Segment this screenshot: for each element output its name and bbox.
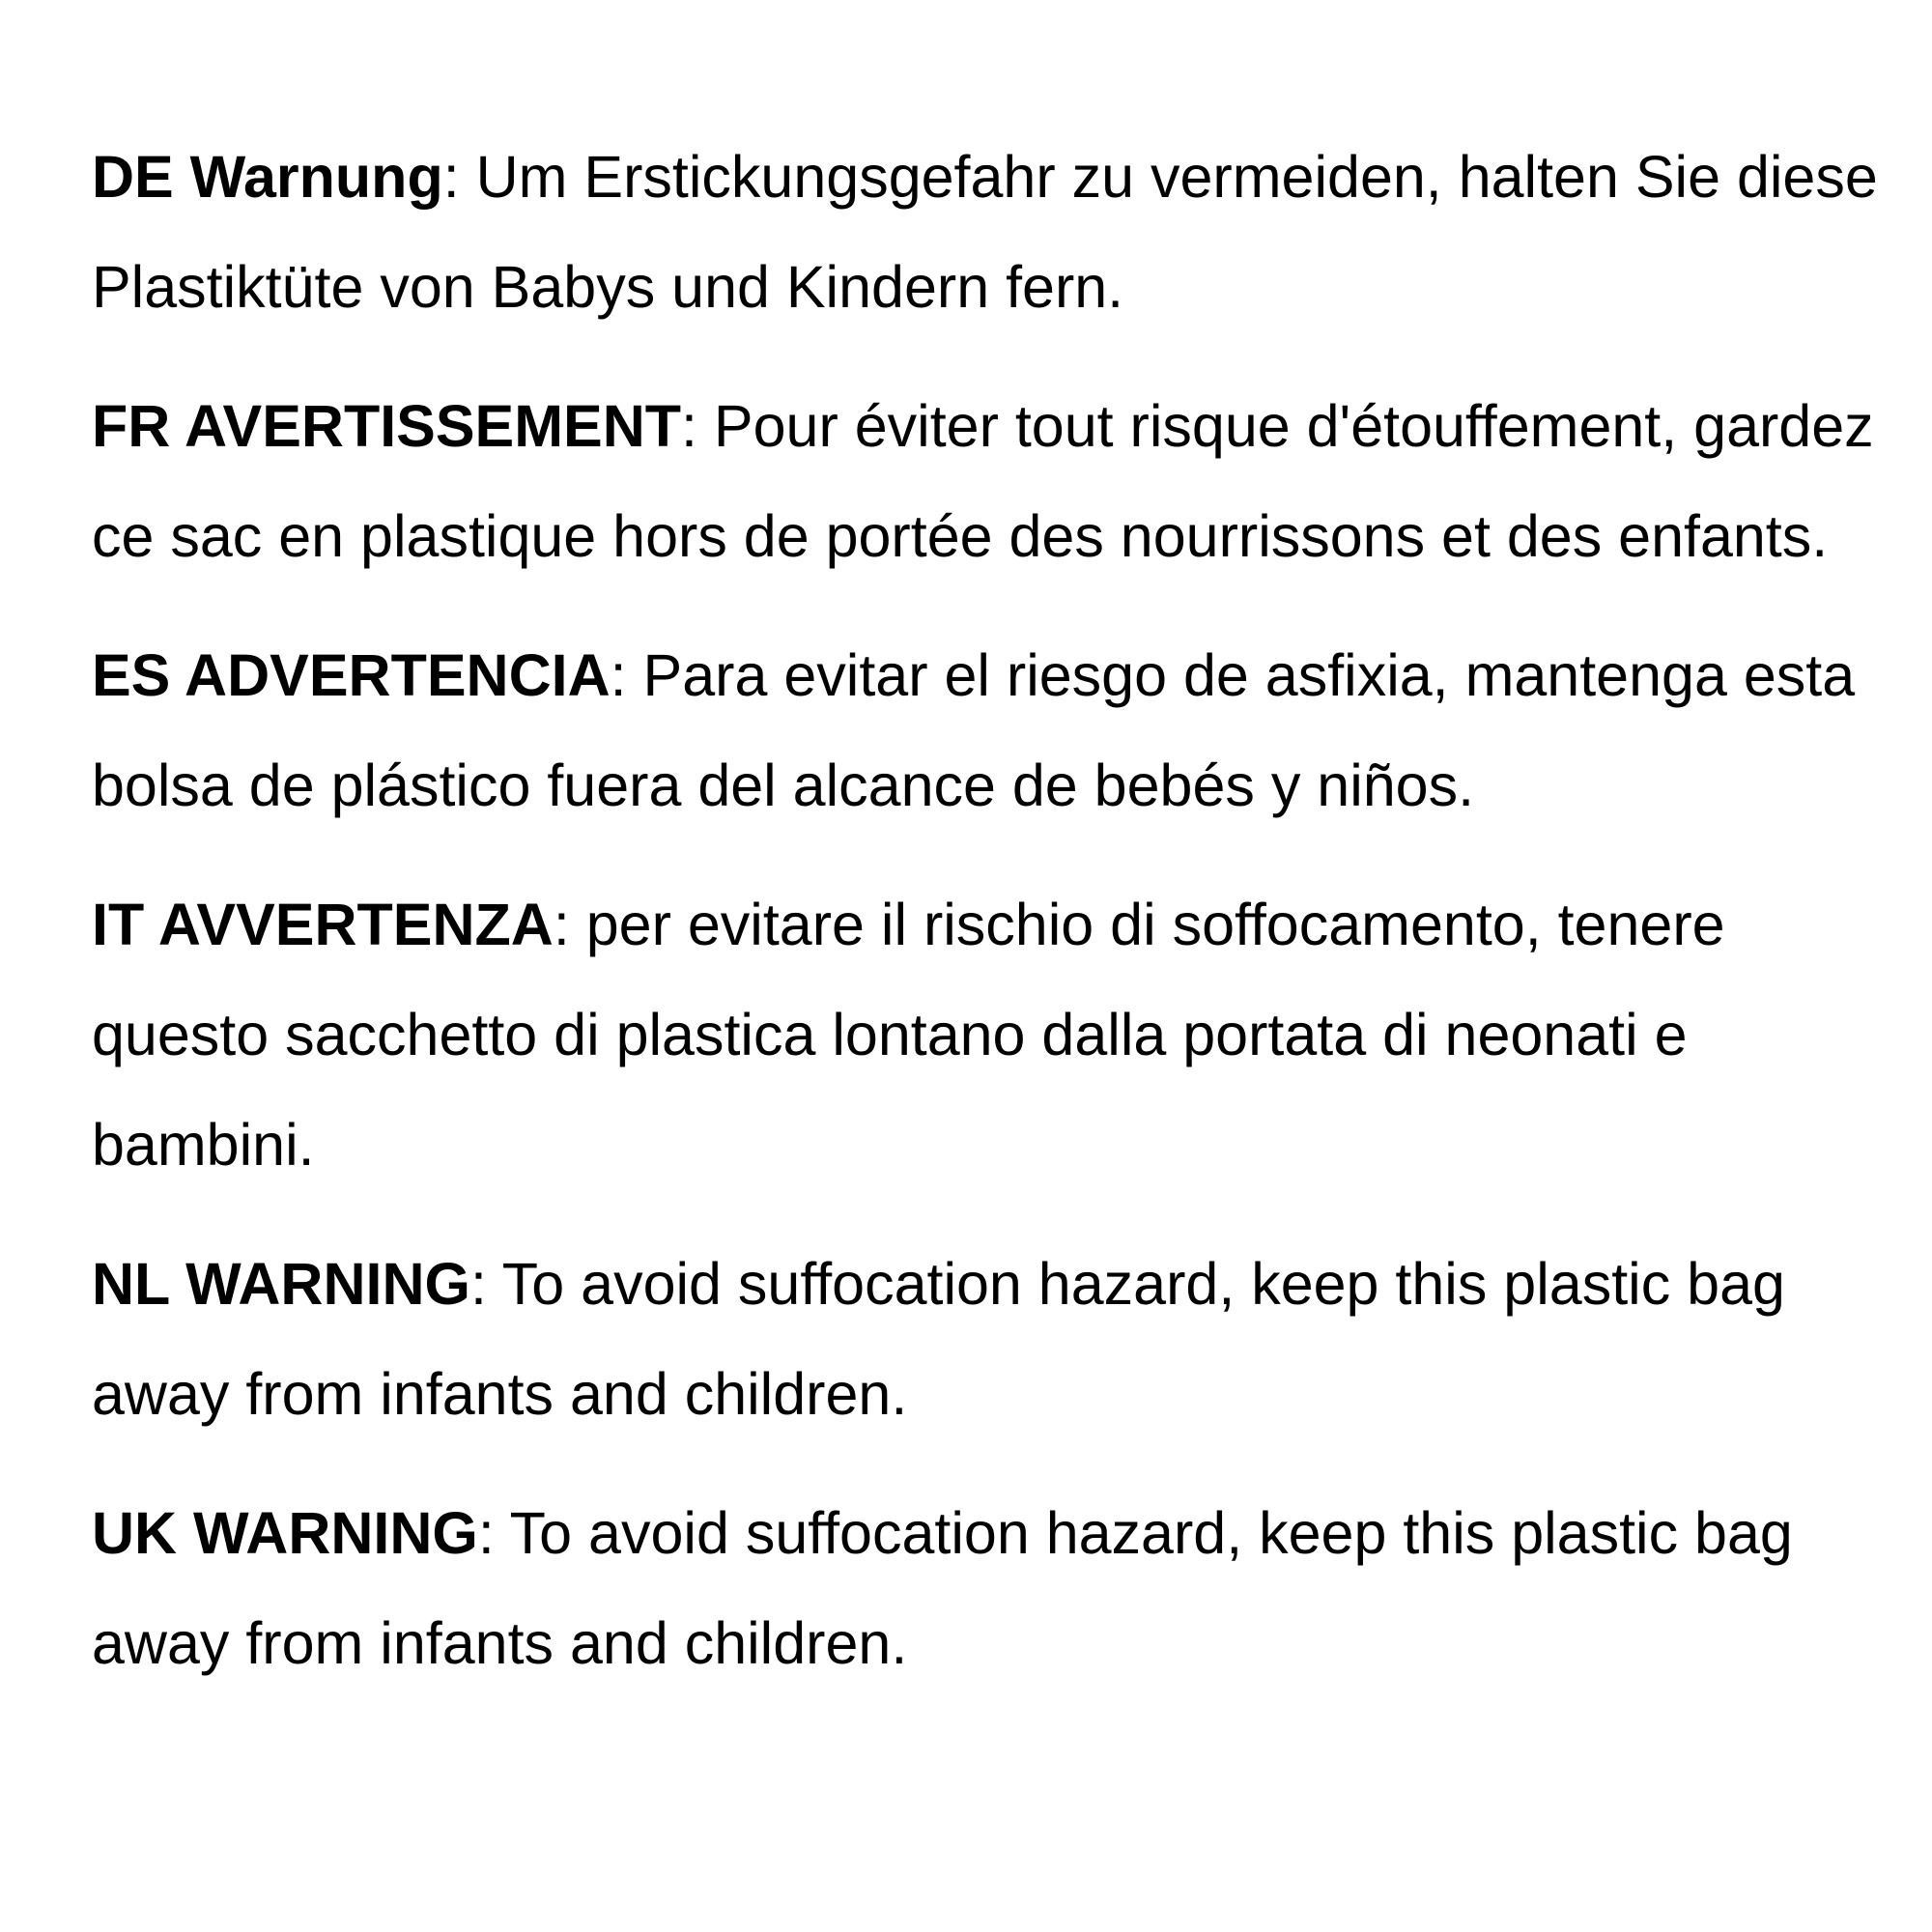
warning-separator: : — [610, 642, 627, 708]
warning-text: To avoid suffocation hazard, keep this plastic bag away from infants and children. — [92, 1251, 1785, 1427]
warning-label: ES ADVERTENCIA — [92, 642, 611, 708]
warning-it — [92, 869, 1889, 1200]
warning-separator: : — [442, 144, 460, 210]
warning-text: Para evitar el riesgo de asfixia, mantenga esta bolsa de plástico fuera del alcance de bebés y niños. — [92, 642, 1856, 818]
warning-separator: : — [477, 1500, 495, 1566]
warning-separator: : — [553, 892, 570, 957]
warning-separator: : — [681, 393, 697, 459]
warning-label: DE Warnung — [92, 144, 443, 210]
warning-label: UK WARNING — [92, 1500, 478, 1566]
warning-uk — [92, 1478, 1889, 1698]
warning-label: IT AVVERTENZA — [92, 892, 554, 957]
warning-text: To avoid suffocation hazard, keep this plastic bag away from infants and children. — [92, 1500, 1793, 1676]
warning-de — [92, 122, 1889, 342]
warning-fr — [92, 371, 1889, 591]
warning-label: FR AVERTISSEMENT — [92, 393, 682, 459]
warning-list — [92, 122, 1889, 1727]
warning-text: Um Erstickungsgefahr zu vermeiden, halten Sie diese Plastiktüte von Babys und Kindern fern. — [92, 144, 1878, 320]
warning-es — [92, 620, 1889, 840]
warning-text: Pour éviter tout risque d'étouffement, gardez ce sac en plastique hors de portée des nourrissons et des enfants. — [92, 393, 1874, 569]
warning-text: per evitare il rischio di soffocamento, tenere questo sacchetto di plastica lontano dalla portata di neonati e bambini. — [92, 892, 1725, 1178]
warning-label: NL WARNING — [92, 1251, 470, 1317]
warning-separator: : — [469, 1251, 487, 1317]
warning-nl — [92, 1229, 1889, 1449]
